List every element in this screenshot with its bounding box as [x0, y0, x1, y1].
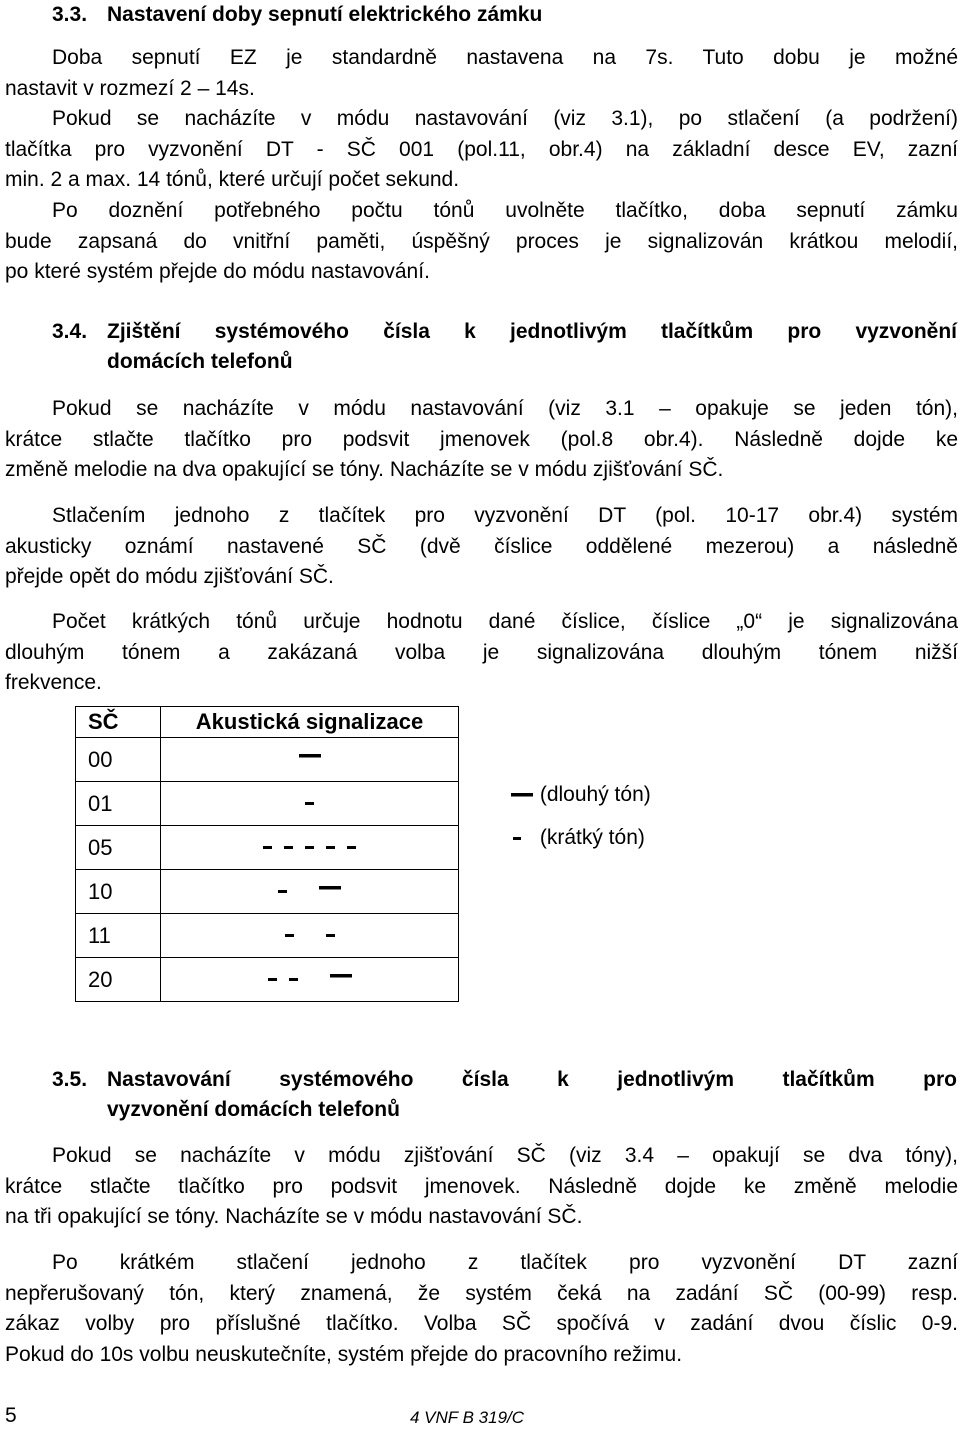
code-cell: 01 — [76, 782, 161, 826]
text-line: akusticky oznámí nastavené SČ (dvě číslice oddělené mezerou) a následně — [5, 534, 958, 558]
short-tone-mark — [268, 978, 277, 981]
tone-pattern — [278, 876, 341, 908]
text-line: Počet krátkých tónů určuje hodnotu dané číslice, číslice „0“ je signalizována — [52, 610, 958, 633]
table-row — [76, 782, 459, 826]
text-line: změně melodie na dva opakující se tóny. Nacházíte se v módu zjišťování SČ. — [5, 458, 724, 481]
text-line: Pokud do 10s volbu neuskutečníte, systém přejde do pracovního režimu. — [5, 1342, 683, 1366]
title-line: Nastavování systémového čísla k jednotlivým tlačítkům pro — [107, 1068, 957, 1091]
text-line: Pokud se nacházíte v módu nastavování (viz 3.1), po stlačení (a podržení) — [52, 107, 958, 130]
section-number: 3.4. — [52, 320, 88, 343]
text-line: přejde opět do módu zjišťování SČ. — [5, 565, 334, 588]
text-line: dlouhým tónem a zakázaná volba je signalizována dlouhým tónem nižší — [5, 640, 958, 664]
text-line: frekvence. — [5, 671, 102, 694]
section-3-5-heading — [52, 1065, 957, 1127]
text-line: Po doznění potřebného počtu tónů uvolněte tlačítko, doba sepnutí zámku — [52, 199, 958, 222]
text-line: nastavit v rozmezí 2 – 14s. — [5, 76, 255, 100]
signal-table — [75, 706, 459, 1002]
text-line: Pokud se nacházíte v módu nastavování (viz 3.1 – opakuje se jeden tón), — [52, 397, 958, 420]
short-tone-icon — [510, 828, 534, 848]
section-title — [107, 317, 957, 377]
paragraph-3-3-c — [5, 196, 958, 288]
signal-cell — [161, 782, 459, 826]
legend-long — [510, 780, 651, 810]
table-row — [76, 738, 459, 782]
table-row — [76, 914, 459, 958]
paragraph-3-4-a — [5, 394, 958, 486]
text-line: min. 2 a max. 14 tónů, které určují počet sekund. — [5, 168, 460, 191]
text-line: zákaz volby pro příslušné tlačítko. Volba SČ spočívá v zadání dvou číslic 0-9. — [5, 1312, 958, 1335]
code-cell: 05 — [76, 826, 161, 870]
signal-cell — [161, 914, 459, 958]
code-cell: 20 — [76, 958, 161, 1002]
short-tone-mark — [347, 846, 356, 849]
short-tone-mark — [305, 802, 314, 805]
short-tone-mark — [326, 934, 335, 937]
document-code: 4 VNF B 319/C — [410, 1408, 525, 1427]
long-tone-mark — [319, 886, 341, 890]
code-cell: 00 — [76, 738, 161, 782]
signal-cell — [161, 738, 459, 782]
short-tone-mark — [285, 934, 294, 937]
text-line: Pokud se nacházíte v módu zjišťování SČ (viz 3.4 – opakují se dva tóny), — [52, 1144, 958, 1167]
text-line: tlačítka pro vyzvonění DT - SČ 001 (pol.11, obr.4) na základní desce EV, zazní — [5, 137, 958, 161]
short-tone-mark — [284, 846, 293, 849]
text-line: na tři opakující se tóny. Nacházíte se v módu nastavování SČ. — [5, 1205, 583, 1228]
paragraph-3-3-b — [5, 104, 958, 196]
table-row — [76, 870, 459, 914]
text-line: Po krátkém stlačení jednoho z tlačítek pro vyzvonění DT zazní — [52, 1251, 958, 1274]
signal-cell — [161, 826, 459, 870]
code-cell: 11 — [76, 914, 161, 958]
text-line: nepřerušovaný tón, který znamená, že systém čeká na zadání SČ (00-99) resp. — [5, 1281, 958, 1305]
tone-pattern — [299, 744, 321, 776]
legend-long-label: (dlouhý tón) — [539, 783, 651, 806]
legend-short — [510, 823, 645, 853]
code-cell: 10 — [76, 870, 161, 914]
tone-pattern — [305, 788, 314, 820]
column-header-code: SČ — [76, 707, 161, 738]
short-tone-mark — [263, 846, 272, 849]
table-row — [76, 958, 459, 1002]
paragraph-3-3-a — [5, 43, 958, 104]
table-row — [76, 826, 459, 870]
column-header-signal: Akustická signalizace — [161, 707, 459, 738]
section-number: 3.3. — [52, 3, 88, 26]
text-line: krátce stlačte tlačítko pro podsvit jmenovek (pol.8 obr.4). Následně dojde ke — [5, 427, 958, 451]
paragraph-3-5-b — [5, 1248, 958, 1370]
title-line: domácích telefonů — [107, 350, 293, 373]
section-3-4-heading — [52, 317, 957, 379]
short-tone-mark — [289, 978, 298, 981]
short-tone-mark — [305, 846, 314, 849]
title-line: Zjištění systémového čísla k jednotlivým tlačítkům pro vyzvonění — [107, 320, 957, 343]
page-number: 5 — [5, 1404, 17, 1427]
long-tone-icon — [510, 785, 534, 805]
tone-pattern — [285, 920, 335, 952]
text-line: Doba sepnutí EZ je standardně nastavena na 7s. Tuto dobu je možné — [52, 46, 958, 69]
table-header-row — [76, 707, 459, 738]
tone-pattern — [263, 832, 356, 864]
paragraph-3-5-a — [5, 1141, 958, 1233]
paragraph-3-4-b — [5, 501, 958, 593]
long-tone-mark — [299, 754, 321, 758]
legend-short-label: (krátký tón) — [539, 826, 645, 849]
title-line: vyzvonění domácích telefonů — [107, 1098, 400, 1121]
text-line: Stlačením jednoho z tlačítek pro vyzvonění DT (pol. 10-17 obr.4) systém — [52, 504, 958, 527]
tone-pattern — [268, 964, 352, 996]
text-line: bude zapsaná do vnitřní paměti, úspěšný proces je signalizován krátkou melodií, — [5, 229, 958, 253]
long-tone-mark — [330, 974, 352, 978]
section-title — [107, 1065, 957, 1125]
paragraph-3-4-c — [5, 607, 958, 699]
signal-cell — [161, 958, 459, 1002]
short-tone-mark — [278, 890, 287, 893]
short-tone-mark — [326, 846, 335, 849]
section-title: Nastavení doby sepnutí elektrického zámku — [107, 3, 543, 26]
section-number: 3.5. — [52, 1068, 88, 1091]
text-line: po které systém přejde do módu nastavování. — [5, 260, 430, 283]
signal-cell — [161, 870, 459, 914]
text-line: krátce stlačte tlačítko pro podsvit jmenovek. Následně dojde ke změně melodie — [5, 1174, 958, 1198]
